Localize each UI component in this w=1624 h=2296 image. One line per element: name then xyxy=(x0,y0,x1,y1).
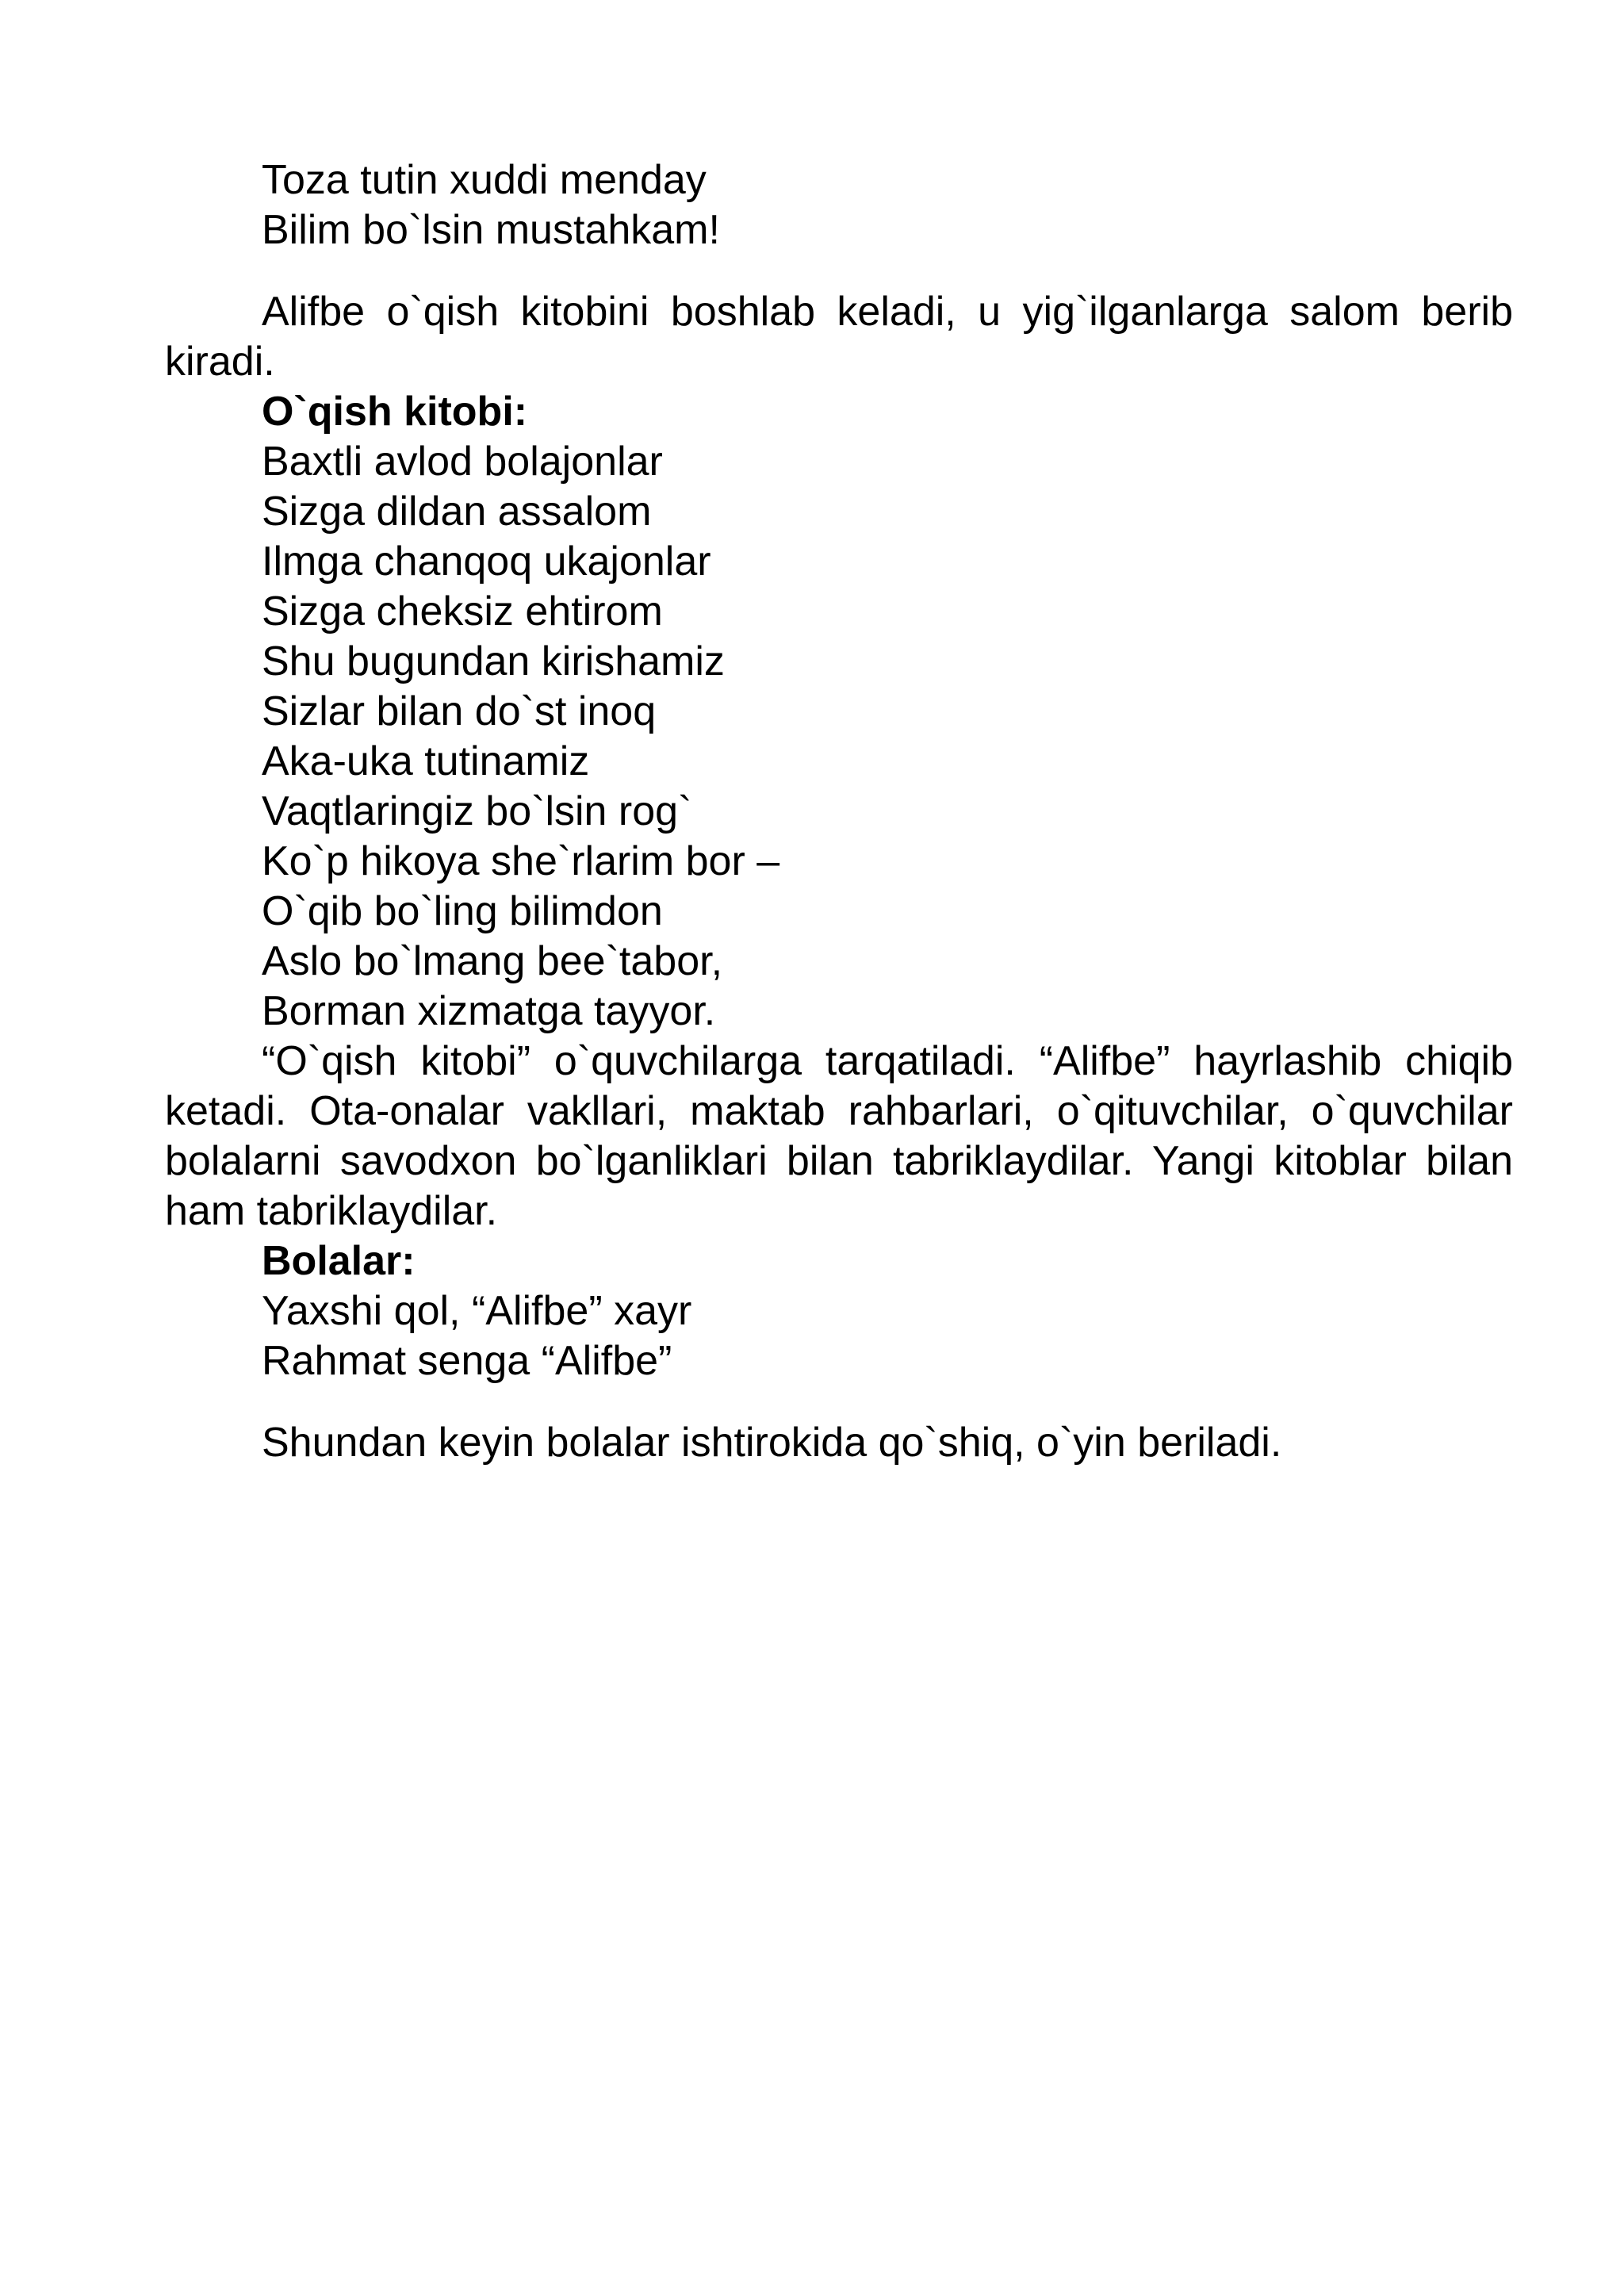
speaker-heading: O`qish kitobi: xyxy=(262,389,528,435)
verse-line: Toza tutin xuddi menday xyxy=(262,157,707,203)
document-body xyxy=(165,155,1513,1468)
narration-paragraph: Alifbe o`qish kitobini boshlab keladi, u yig`ilganlarga salom berib kiradi. xyxy=(165,289,1513,385)
verse-line: Ilmga chanqoq ukajonlar xyxy=(262,539,711,585)
verse-line: Ko`p hikoya she`rlarim bor – xyxy=(262,838,780,884)
blank-line xyxy=(165,255,1513,287)
verse-line: Sizga dildan assalom xyxy=(262,489,652,535)
verse-line: Sizlar bilan do`st inoq xyxy=(262,688,657,734)
verse-line: Shu bugundan kirishamiz xyxy=(262,638,725,684)
verse-line: Sizga cheksiz ehtirom xyxy=(262,588,663,634)
verse-line: Vaqtlaringiz bo`lsin rog` xyxy=(262,788,692,834)
closing-paragraph: Shundan keyin bolalar ishtirokida qo`shiq, o`yin beriladi. xyxy=(262,1420,1282,1466)
verse-line: Baxtli avlod bolajonlar xyxy=(262,439,663,485)
verse-line: Aslo bo`lmang bee`tabor, xyxy=(262,938,723,984)
blank-line xyxy=(165,1386,1513,1418)
verse-line: Aka-uka tutinamiz xyxy=(262,738,590,784)
verse-line: Borman xizmatga tayyor. xyxy=(262,988,716,1034)
verse-line: Rahmat senga “Alifbe” xyxy=(262,1338,672,1384)
speaker-heading: Bolalar: xyxy=(262,1238,416,1284)
narration-paragraph: “O`qish kitobi” o`quvchilarga tarqatiladi. “Alifbe” hayrlashib chiqib ketadi. Ota-onalar vakllari, maktab rahbarlari, o`qituvchilar, o`quvchilar bolalarni savodxon bo`lganliklari bilan tabriklaydilar. Yangi kitoblar bilan ham tabriklaydilar. xyxy=(165,1038,1513,1234)
verse-line: O`qib bo`ling bilimdon xyxy=(262,888,663,934)
verse-line: Bilim bo`lsin mustahkam! xyxy=(262,207,720,253)
verse-line: Yaxshi qol, “Alifbe” xayr xyxy=(262,1288,692,1334)
